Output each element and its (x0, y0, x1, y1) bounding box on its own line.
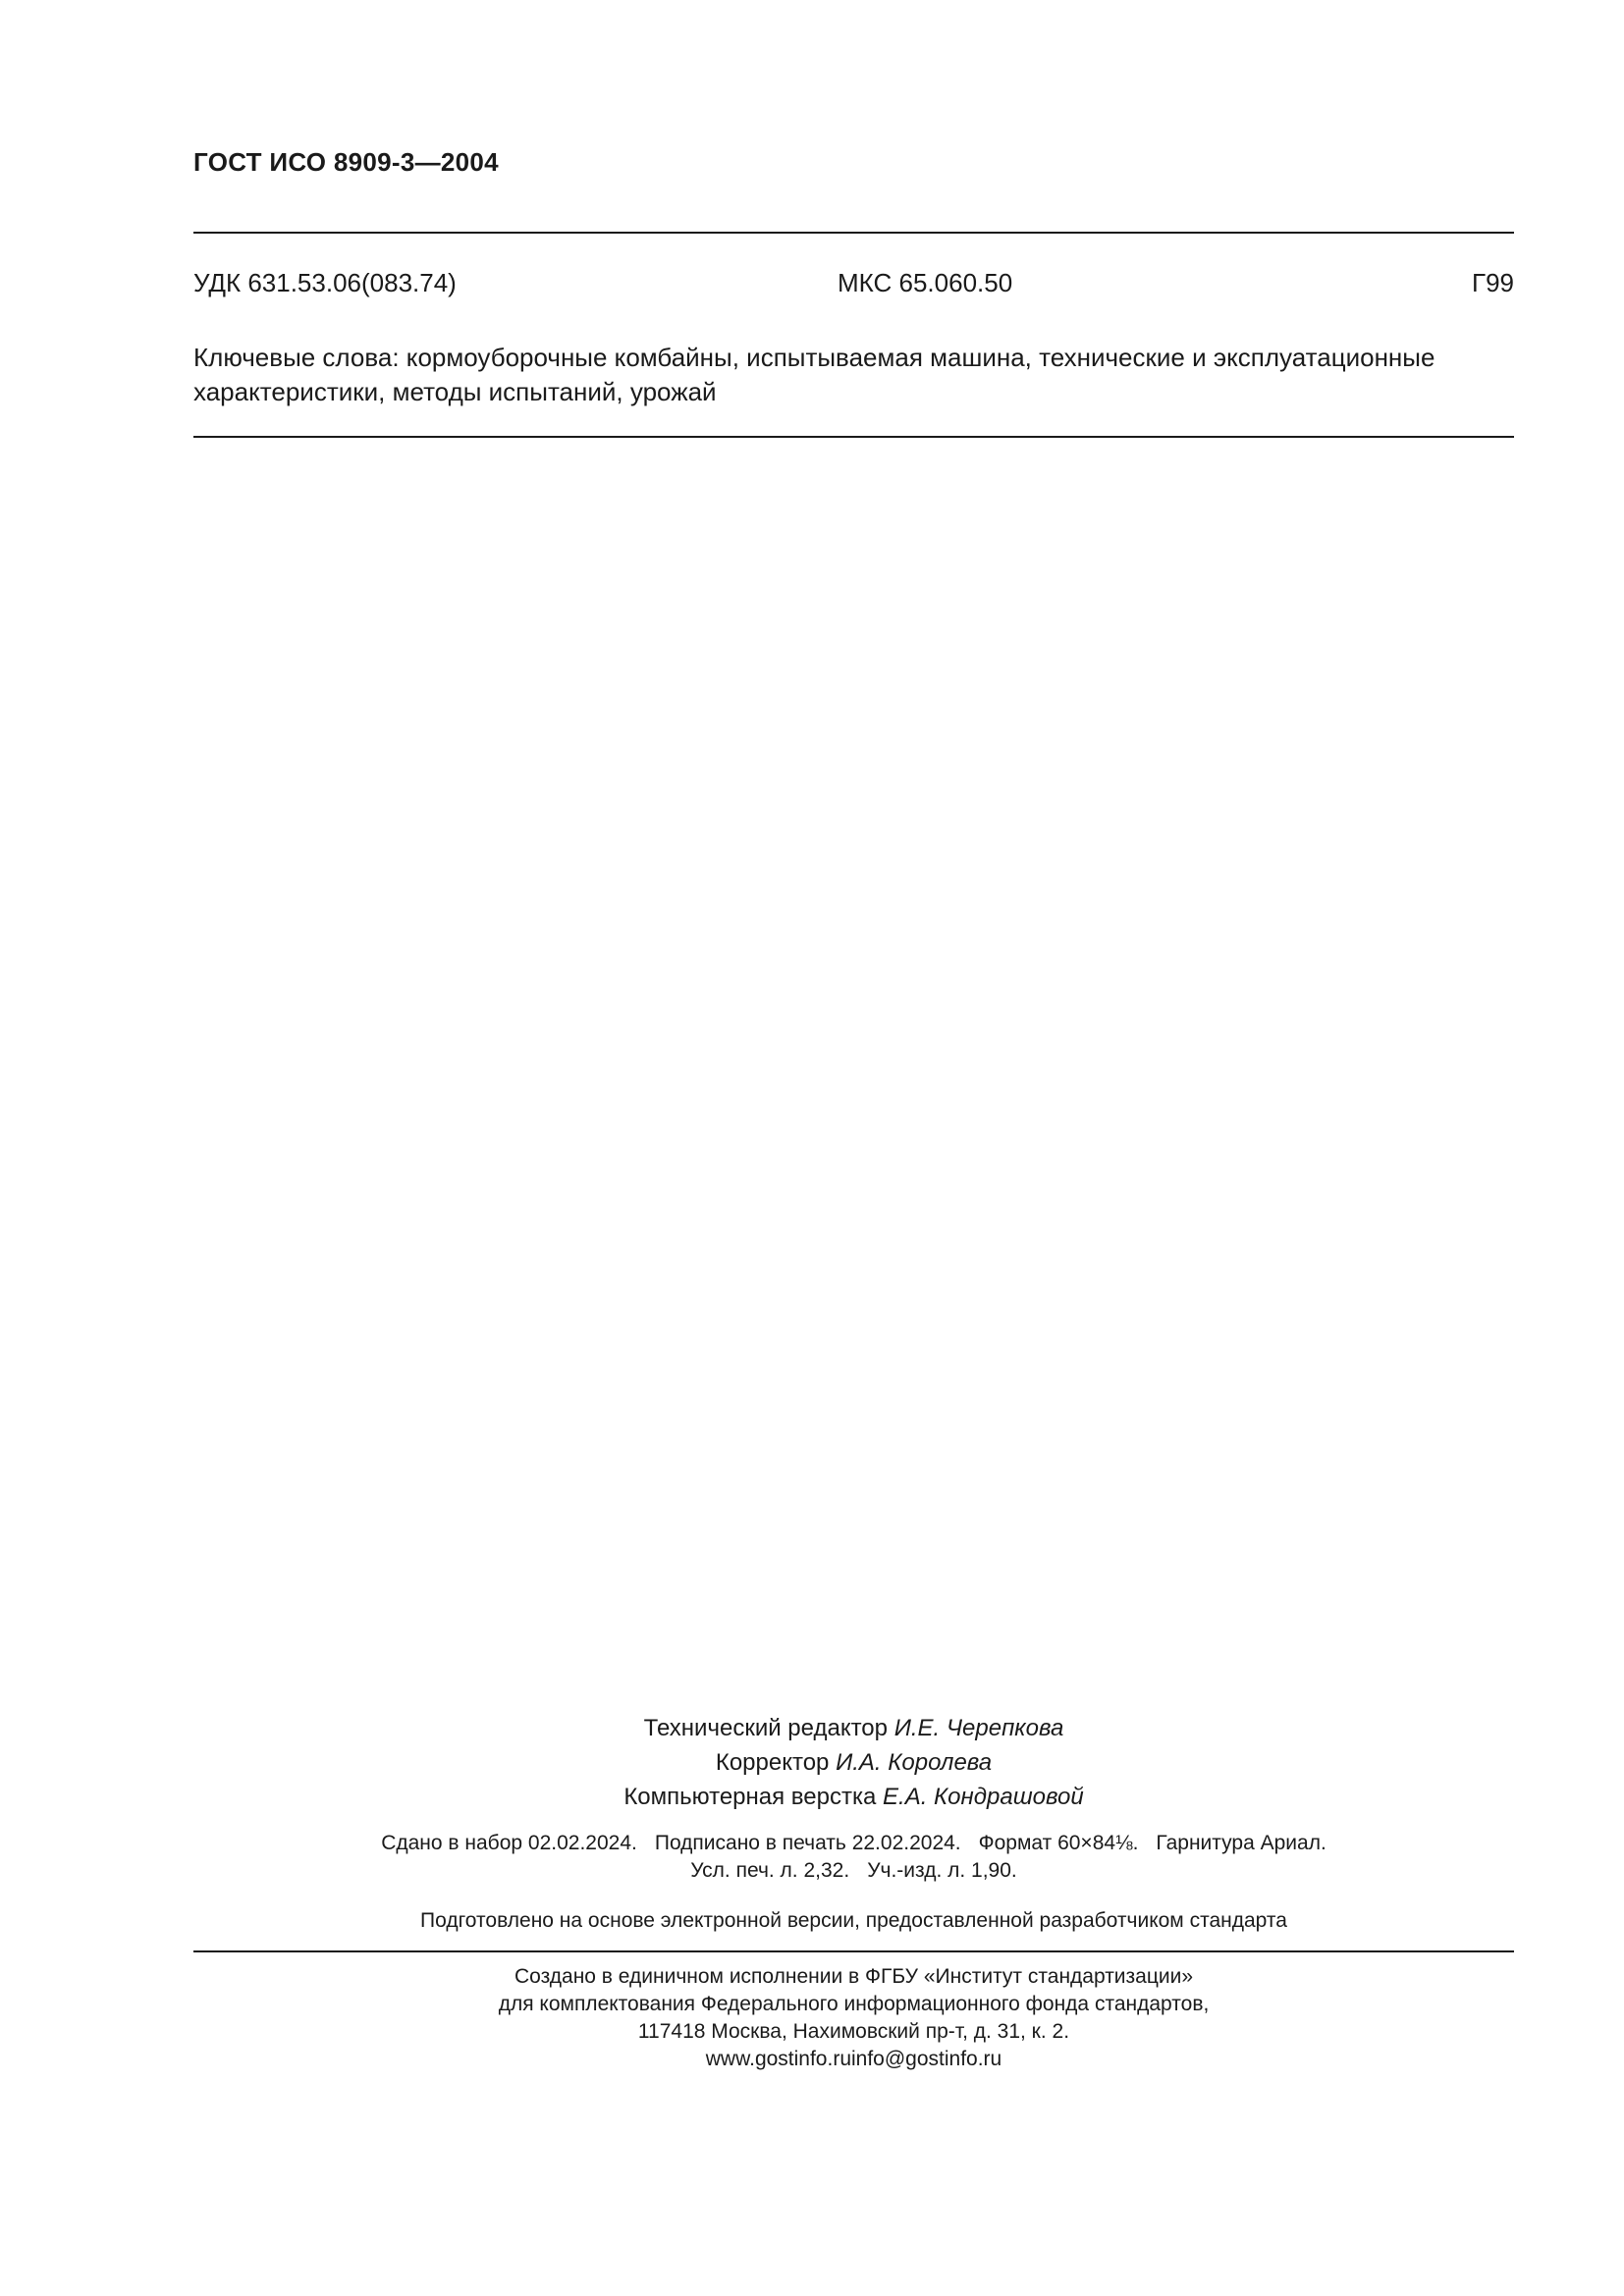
imprint-format: Формат 60×84⅛. (978, 1832, 1139, 1854)
imprint-signed: Подписано в печать 22.02.2024. (654, 1832, 961, 1854)
mks-code: МКС 65.060.50 (838, 268, 1013, 297)
keywords: Ключевые слова: кормоуборочные комбайны, испытываемая машина, технические и эксплуатационные характеристики, методы испытаний, урожай (193, 343, 1435, 406)
imprint-line-2 (193, 1857, 1514, 1885)
standard-id: ГОСТ ИСО 8909-3—2004 (193, 147, 499, 177)
divider-bottom (193, 1950, 1514, 1952)
credit-role: Компьютерная верстка (623, 1784, 877, 1810)
credit-layout (193, 1780, 1514, 1814)
publisher-line-1: Создано в единичном исполнении в ФГБУ «Институт стандартизации» (514, 1965, 1194, 1988)
publisher-contacts (193, 2046, 1514, 2073)
imprint-block (193, 1830, 1514, 1885)
credit-role: Корректор (715, 1749, 830, 1776)
website-link[interactable]: www.gostinfo.ru (705, 2048, 851, 2070)
divider-top (193, 232, 1514, 234)
credit-name: И.Е. Черепкова (893, 1715, 1064, 1741)
classification-row (193, 268, 1514, 301)
imprint-publisher-sheets: Уч.-изд. л. 1,90. (867, 1859, 1017, 1882)
credit-tech-editor (193, 1711, 1514, 1745)
imprint-print-sheets: Усл. печ. л. 2,32. (690, 1859, 850, 1882)
credits-block (193, 1711, 1514, 1814)
email-link[interactable]: info@gostinfo.ru (851, 2048, 1002, 2070)
imprint-submitted: Сдано в набор 02.02.2024. (381, 1832, 637, 1854)
imprint-line-1 (193, 1830, 1514, 1857)
udk-code: УДК 631.53.06(083.74) (193, 268, 457, 297)
publisher-address: 117418 Москва, Нахимовский пр-т, д. 31, к. 2. (637, 2020, 1070, 2043)
group-code: Г99 (1472, 268, 1514, 297)
imprint-typeface: Гарнитура Ариал. (1156, 1832, 1326, 1854)
credit-proofreader (193, 1745, 1514, 1780)
divider-mid (193, 436, 1514, 438)
credit-name: Е.А. Кондрашовой (883, 1784, 1084, 1810)
prepared-note: Подготовлено на основе электронной версии, предоставленной разработчиком стандарта (420, 1909, 1287, 1932)
credit-role: Технический редактор (643, 1715, 889, 1741)
publisher-line-2: для комплектования Федерального информационного фонда стандартов, (498, 1993, 1210, 2015)
credit-name: И.А. Королева (836, 1749, 993, 1776)
publisher-block (193, 1963, 1514, 2073)
